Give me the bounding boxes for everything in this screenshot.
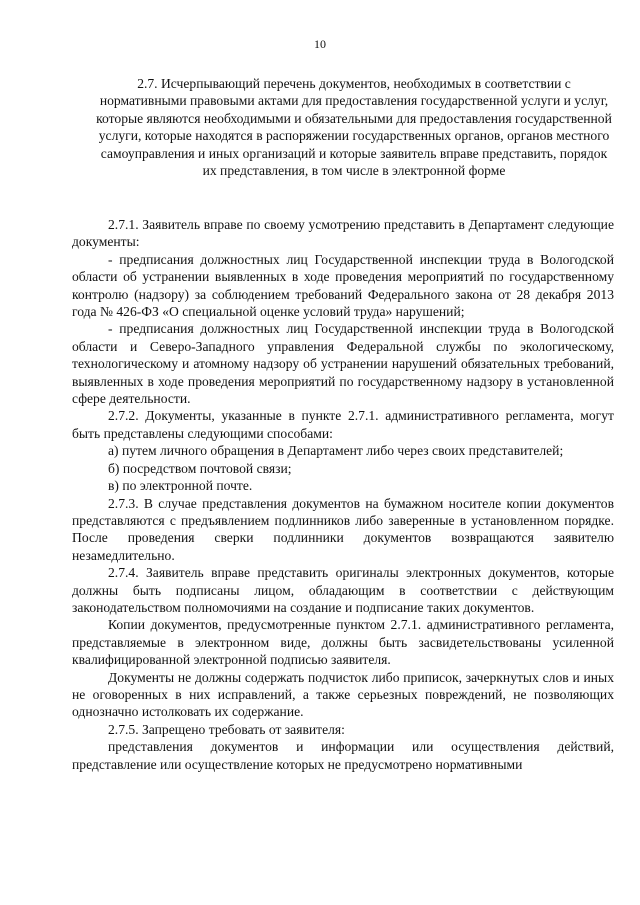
list-item-v: в) по электронной почте. (108, 478, 253, 494)
paragraph-no-erasures: Документы не должны содержать подчисток либо приписок, зачеркнутых слов и иных не оговоренных в них исправлений, а также серьезных повреждений, не позволяющих однозначно истолковать их содержание. (72, 669, 614, 720)
document-body (72, 216, 614, 773)
list-item-a: а) путем личного обращения в Департамент либо через своих представителей; (108, 443, 564, 459)
paragraph-2-7-5: 2.7.5. Запрещено требовать от заявителя: (108, 721, 345, 737)
paragraph-2-7-1: 2.7.1. Заявитель вправе по своему усмотрению представить в Департамент следующие документы: (72, 217, 614, 250)
list-item-prescriptions-northwest: - предписания должностных лиц Государственной инспекции труда в Вологодской области и Северо-Западного управления Федеральной службы по экологическому, технологическому и атомному надзору об устранении нарушений обязательных требований, выявленных в ходе проведения мероприятий по государственному надзору в установленной сфере деятельности. (72, 321, 614, 407)
paragraph-2-7-4: 2.7.4. Заявитель вправе представить оригиналы электронных документов, которые должны быть подписаны лицом, обладающим в соответствии с действующим законодательством полномочиями на создание и подписание таких документов. (72, 565, 614, 615)
paragraph-prohibited-requirements: представления документов и информации или осуществления действий, представление или осуществление которых не предусмотрено нормативными (72, 739, 614, 772)
list-item-prescriptions-vologda: - предписания должностных лиц Государственной инспекции труда в Вологодской области об устранении выявленных в ходе проведения мероприятий по государственному контролю (надзору) за соблюдением требований Федерального закона от 28 декабря 2013 года № 426-ФЗ «О специальной оценке условий труда» нарушений; (72, 251, 614, 320)
page-number: 10 (314, 37, 326, 51)
section-heading: 2.7. Исчерпывающий перечень документов, необходимых в соответствии с нормативными правовыми актами для предоставления государственной услуги и услуг, которые являются необходимыми и обязательными для предоставления государственной услуги, которые находятся в распоряжении государственных органов, органов местного самоуправления и иных организаций и которые заявитель вправе представить, порядок их представления, в том числе в электронной форме (96, 76, 612, 179)
paragraph-copies: Копии документов, предусмотренные пунктом 2.7.1. административного регламента, представляемые в электронном виде, должны быть засвидетельствованы усиленной квалифицированной электронной подписью заявителя. (72, 617, 614, 668)
paragraph-2-7-3: 2.7.3. В случае представления документов на бумажном носителе копии документов представляются с предъявлением подлинников либо заверенные в установленном порядке. После проведения сверки подлинники документов возвращаются заявителю незамедлительно. (72, 495, 614, 563)
paragraph-2-7-2: 2.7.2. Документы, указанные в пункте 2.7.1. административного регламента, могут быть представлены следующими способами: (72, 408, 614, 441)
list-item-b: б) посредством почтовой связи; (108, 460, 292, 476)
